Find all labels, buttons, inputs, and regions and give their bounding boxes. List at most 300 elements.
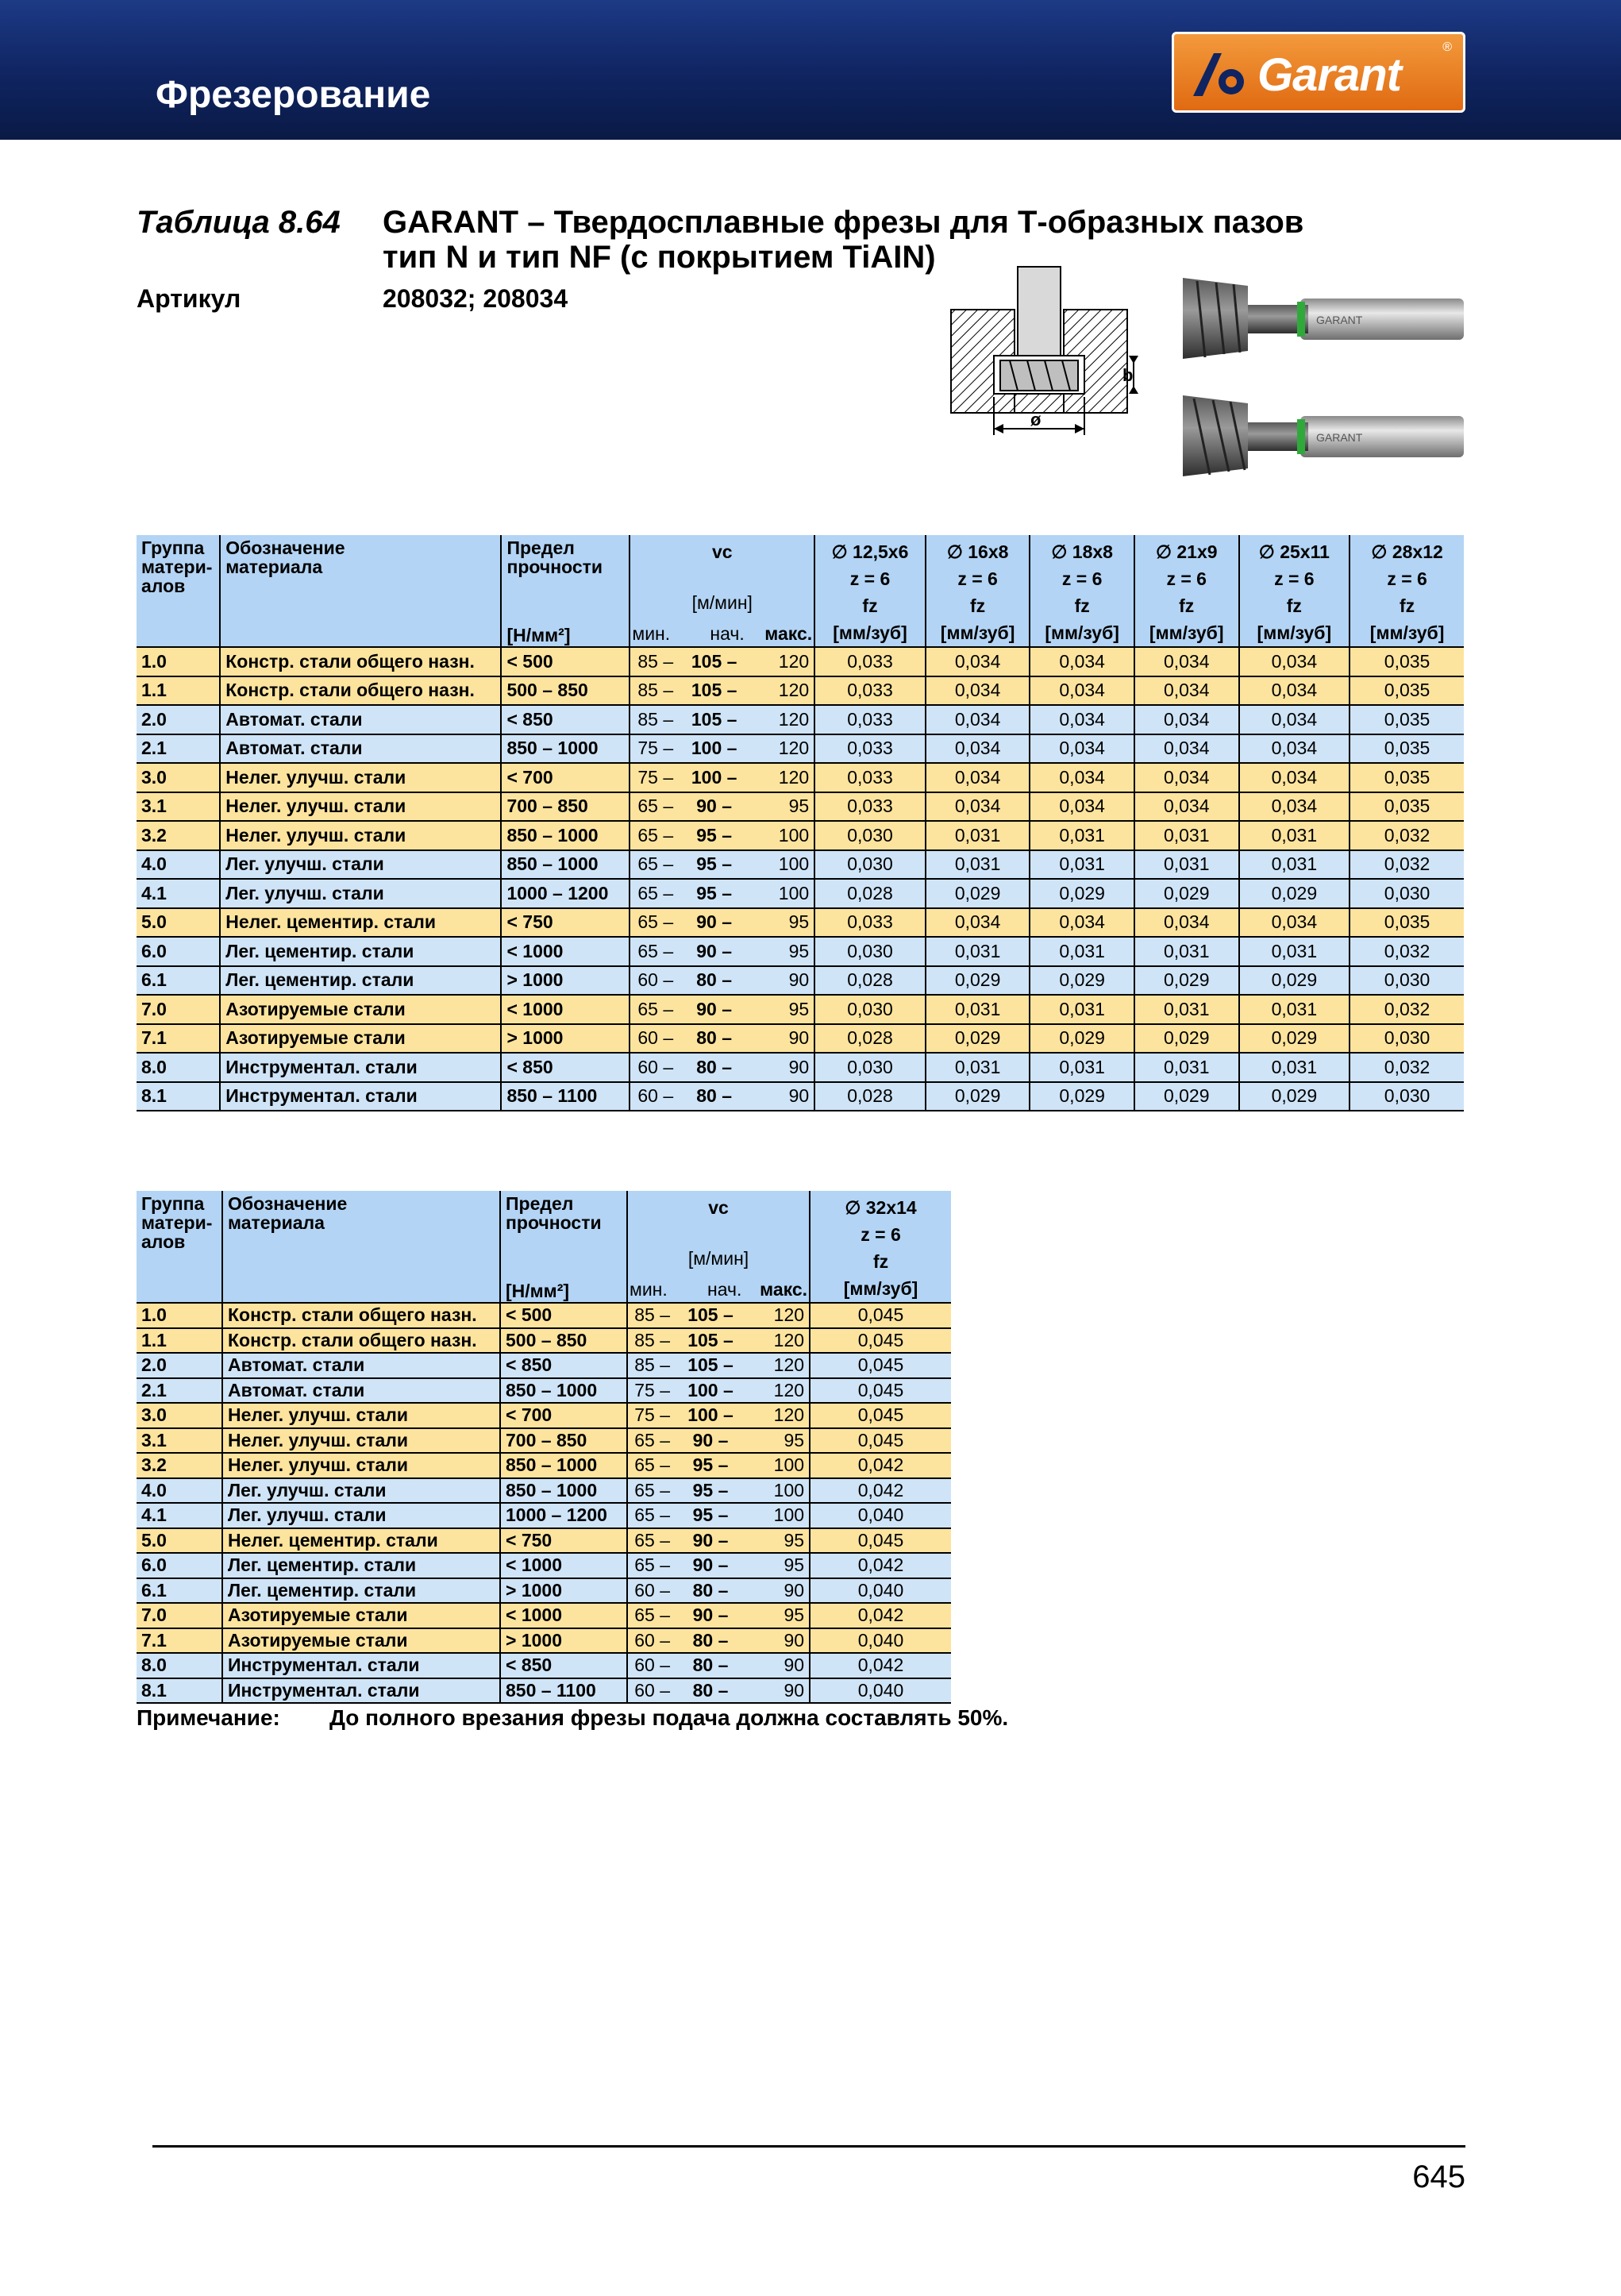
cell-fz: 0,040 <box>810 1678 951 1704</box>
table-row <box>137 1328 951 1354</box>
cell-group: 8.1 <box>137 1678 222 1704</box>
cell-vc-max: 120 <box>750 705 814 734</box>
cell-fz: 0,045 <box>810 1353 951 1378</box>
cell-fz: 0,034 <box>1239 647 1350 676</box>
cell-vc-min: 85 – <box>630 647 678 676</box>
cell-material: Лег. улучш. стали <box>220 879 501 908</box>
cell-fz: 0,034 <box>926 647 1030 676</box>
cell-material: Нелег. улучш. стали <box>222 1403 500 1428</box>
cell-fz: 0,045 <box>810 1428 951 1454</box>
cell-fz: 0,029 <box>1239 1024 1350 1054</box>
cell-fz: 0,040 <box>810 1578 951 1604</box>
cell-fz: 0,035 <box>1350 792 1464 822</box>
table-row <box>137 879 1464 908</box>
cell-vc-max: 95 <box>750 995 814 1024</box>
cell-fz: 0,031 <box>926 850 1030 880</box>
cell-vc-nom: 105 – <box>678 647 750 676</box>
cell-vc-nom: 90 – <box>675 1528 746 1554</box>
cell-fz: 0,032 <box>1350 850 1464 880</box>
cell-fz: 0,035 <box>1350 676 1464 706</box>
cell-fz: 0,029 <box>926 966 1030 996</box>
cell-material: Автомат. стали <box>222 1353 500 1378</box>
header-group: Группа матери- алов <box>137 535 220 647</box>
cell-group: 3.0 <box>137 763 220 792</box>
cell-fz: 0,045 <box>810 1303 951 1328</box>
cell-material: Лег. улучш. стали <box>222 1478 500 1504</box>
cell-fz: 0,034 <box>1239 792 1350 822</box>
table-row <box>137 734 1464 764</box>
table-row <box>137 792 1464 822</box>
tool-brand-label: GARANT <box>1316 431 1363 444</box>
cell-material: Азотируемые стали <box>220 1024 501 1054</box>
cell-fz: 0,034 <box>1134 647 1239 676</box>
cell-fz: 0,030 <box>1350 1024 1464 1054</box>
cell-material: Азотируемые стали <box>222 1603 500 1628</box>
table-row <box>137 763 1464 792</box>
cell-vc-nom: 80 – <box>678 966 750 996</box>
cell-fz: 0,033 <box>814 676 926 706</box>
cell-vc-max: 95 <box>746 1528 810 1554</box>
page-header <box>0 0 1621 140</box>
header-size-5: ∅ 28x12 z = 6 fz [мм/зуб] <box>1350 535 1464 647</box>
cell-group: 8.0 <box>137 1653 222 1678</box>
cell-vc-min: 65 – <box>627 1453 675 1478</box>
cell-fz: 0,031 <box>1030 937 1134 966</box>
cell-vc-max: 100 <box>750 879 814 908</box>
cell-vc-min: 60 – <box>627 1578 675 1604</box>
cell-fz: 0,033 <box>814 734 926 764</box>
cell-fz: 0,034 <box>1239 734 1350 764</box>
cell-fz: 0,045 <box>810 1378 951 1404</box>
cell-group: 7.0 <box>137 1603 222 1628</box>
article-label: Артикул <box>137 284 241 313</box>
header-strength: Предел прочности [Н/мм²] <box>500 1191 627 1303</box>
cell-fz: 0,034 <box>926 705 1030 734</box>
cell-strength: < 850 <box>501 705 630 734</box>
table-row <box>137 937 1464 966</box>
t-slot-cutter-photo-nf <box>1181 392 1467 480</box>
cell-strength: 700 – 850 <box>501 792 630 822</box>
cell-strength: > 1000 <box>500 1578 627 1604</box>
note-label: Примечание: <box>137 1705 280 1730</box>
table-row <box>137 705 1464 734</box>
cell-vc-max: 90 <box>746 1628 810 1654</box>
cell-vc-min: 85 – <box>627 1303 675 1328</box>
cell-vc-nom: 90 – <box>678 908 750 938</box>
cell-vc-nom: 80 – <box>675 1628 746 1654</box>
cell-vc-nom: 95 – <box>675 1503 746 1528</box>
cell-fz: 0,032 <box>1350 937 1464 966</box>
cell-vc-nom: 80 – <box>675 1678 746 1704</box>
cell-group: 8.0 <box>137 1053 220 1082</box>
cell-fz: 0,034 <box>1030 705 1134 734</box>
cell-group: 1.0 <box>137 1303 222 1328</box>
header-material: Обозначение материала <box>222 1191 500 1303</box>
cell-group: 4.1 <box>137 879 220 908</box>
table-row <box>137 1503 951 1528</box>
cell-fz: 0,035 <box>1350 705 1464 734</box>
cell-vc-max: 120 <box>750 763 814 792</box>
cell-strength: < 700 <box>500 1403 627 1428</box>
cell-material: Лег. цементир. стали <box>222 1553 500 1578</box>
cell-vc-nom: 80 – <box>678 1082 750 1111</box>
cell-vc-min: 75 – <box>627 1378 675 1404</box>
cell-fz: 0,034 <box>1030 734 1134 764</box>
cell-vc-max: 120 <box>750 676 814 706</box>
cell-vc-nom: 90 – <box>678 792 750 822</box>
table-number: Таблица 8.64 <box>137 205 341 240</box>
cell-material: Лег. цементир. стали <box>222 1578 500 1604</box>
feed-table-32x14 <box>137 1191 951 1704</box>
table-row <box>137 1353 951 1378</box>
cell-fz: 0,034 <box>1030 676 1134 706</box>
cell-vc-nom: 95 – <box>678 821 750 850</box>
cell-fz: 0,032 <box>1350 995 1464 1024</box>
cell-vc-nom: 90 – <box>678 937 750 966</box>
cell-group: 6.0 <box>137 937 220 966</box>
section-title: Фрезерование <box>156 74 431 116</box>
cell-vc-min: 60 – <box>630 966 678 996</box>
cell-fz: 0,033 <box>814 647 926 676</box>
cell-group: 3.2 <box>137 821 220 850</box>
cell-group: 3.1 <box>137 792 220 822</box>
cell-vc-min: 75 – <box>630 763 678 792</box>
cell-vc-min: 65 – <box>630 821 678 850</box>
garant-logo <box>1172 32 1465 113</box>
cell-strength: < 750 <box>501 908 630 938</box>
cell-fz: 0,030 <box>814 821 926 850</box>
cell-fz: 0,030 <box>1350 879 1464 908</box>
cell-fz: 0,045 <box>810 1328 951 1354</box>
cell-material: Лег. улучш. стали <box>222 1503 500 1528</box>
cell-material: Лег. цементир. стали <box>220 966 501 996</box>
cell-vc-min: 60 – <box>627 1653 675 1678</box>
cell-vc-max: 100 <box>746 1503 810 1528</box>
cell-fz: 0,034 <box>1134 734 1239 764</box>
cell-fz: 0,029 <box>1239 966 1350 996</box>
cell-vc-max: 100 <box>750 850 814 880</box>
cell-fz: 0,029 <box>1030 1024 1134 1054</box>
cell-material: Нелег. улучш. стали <box>222 1428 500 1454</box>
table-row <box>137 1603 951 1628</box>
cell-strength: 500 – 850 <box>500 1328 627 1354</box>
cell-material: Азотируемые стали <box>220 995 501 1024</box>
cell-vc-max: 90 <box>746 1678 810 1704</box>
table-row <box>137 1303 951 1328</box>
cell-fz: 0,033 <box>814 763 926 792</box>
cell-fz: 0,042 <box>810 1553 951 1578</box>
cell-fz: 0,034 <box>1134 908 1239 938</box>
cell-strength: 850 – 1100 <box>500 1678 627 1704</box>
cell-strength: 850 – 1000 <box>501 734 630 764</box>
cell-fz: 0,034 <box>1134 792 1239 822</box>
tool-brand-label: GARANT <box>1316 314 1363 326</box>
cell-vc-nom: 105 – <box>675 1353 746 1378</box>
cell-group: 5.0 <box>137 1528 222 1554</box>
cell-vc-nom: 95 – <box>675 1478 746 1504</box>
table-row <box>137 1653 951 1678</box>
cell-vc-nom: 100 – <box>675 1378 746 1404</box>
t-slot-drawing <box>946 262 1153 453</box>
header-vc: vc [м/мин] мин. нач. макс. <box>627 1191 810 1303</box>
cell-vc-nom: 95 – <box>678 879 750 908</box>
cell-strength: 500 – 850 <box>501 676 630 706</box>
cell-fz: 0,033 <box>814 792 926 822</box>
header-vc: vc [м/мин] мин. нач. макс. <box>630 535 814 647</box>
cell-strength: < 850 <box>500 1653 627 1678</box>
cell-fz: 0,031 <box>1134 850 1239 880</box>
header-strength: Предел прочности [Н/мм²] <box>501 535 630 647</box>
cell-vc-min: 85 – <box>630 676 678 706</box>
cell-fz: 0,029 <box>1030 879 1134 908</box>
cell-fz: 0,029 <box>1134 966 1239 996</box>
cell-vc-max: 95 <box>750 937 814 966</box>
cell-vc-min: 85 – <box>630 705 678 734</box>
cell-vc-nom: 80 – <box>675 1578 746 1604</box>
cell-strength: < 850 <box>501 1053 630 1082</box>
table-row <box>137 1378 951 1404</box>
cell-group: 4.1 <box>137 1503 222 1528</box>
cell-fz: 0,034 <box>1134 763 1239 792</box>
cell-vc-nom: 95 – <box>675 1453 746 1478</box>
table-row <box>137 1053 1464 1082</box>
cell-material: Констр. стали общего назн. <box>220 647 501 676</box>
cell-strength: > 1000 <box>500 1628 627 1654</box>
cell-fz: 0,034 <box>1134 705 1239 734</box>
cell-group: 2.1 <box>137 1378 222 1404</box>
cell-fz: 0,035 <box>1350 763 1464 792</box>
cell-fz: 0,031 <box>1030 995 1134 1024</box>
cell-fz: 0,035 <box>1350 647 1464 676</box>
table-row <box>137 1403 951 1428</box>
garant-logo-mark-icon <box>1190 50 1253 99</box>
cell-fz: 0,040 <box>810 1503 951 1528</box>
cell-fz: 0,034 <box>1239 676 1350 706</box>
cell-vc-min: 65 – <box>630 850 678 880</box>
cell-material: Инструментал. стали <box>222 1653 500 1678</box>
cell-fz: 0,042 <box>810 1478 951 1504</box>
header-size-2: ∅ 18x8 z = 6 fz [мм/зуб] <box>1030 535 1134 647</box>
cell-fz: 0,040 <box>810 1628 951 1654</box>
header-material: Обозначение материала <box>220 535 501 647</box>
cell-vc-min: 75 – <box>627 1403 675 1428</box>
cell-vc-min: 60 – <box>630 1082 678 1111</box>
cell-fz: 0,033 <box>814 705 926 734</box>
cell-vc-min: 60 – <box>630 1024 678 1054</box>
cell-vc-max: 95 <box>746 1603 810 1628</box>
cell-fz: 0,045 <box>810 1528 951 1554</box>
cell-vc-max: 95 <box>746 1553 810 1578</box>
table-row <box>137 647 1464 676</box>
cell-material: Автомат. стали <box>220 705 501 734</box>
cell-vc-max: 90 <box>750 966 814 996</box>
cell-vc-nom: 90 – <box>678 995 750 1024</box>
cell-vc-nom: 90 – <box>675 1428 746 1454</box>
cell-vc-min: 65 – <box>627 1478 675 1504</box>
table-row <box>137 850 1464 880</box>
header-size-3: ∅ 21x9 z = 6 fz [мм/зуб] <box>1134 535 1239 647</box>
cell-vc-max: 90 <box>750 1024 814 1054</box>
cell-group: 1.0 <box>137 647 220 676</box>
cell-fz: 0,034 <box>926 763 1030 792</box>
cell-vc-max: 120 <box>746 1403 810 1428</box>
cell-material: Констр. стали общего назн. <box>220 676 501 706</box>
cell-material: Автомат. стали <box>222 1378 500 1404</box>
header-size-1: ∅ 16x8 z = 6 fz [мм/зуб] <box>926 535 1030 647</box>
cell-material: Лег. цементир. стали <box>220 937 501 966</box>
table-row <box>137 966 1464 996</box>
cell-strength: < 1000 <box>501 995 630 1024</box>
article-value: 208032; 208034 <box>383 284 568 313</box>
cell-fz: 0,030 <box>814 850 926 880</box>
cell-fz: 0,029 <box>926 1082 1030 1111</box>
cell-material: Автомат. стали <box>220 734 501 764</box>
cell-fz: 0,031 <box>1239 850 1350 880</box>
t-slot-cutter-photo-n <box>1181 275 1467 362</box>
cell-vc-nom: 90 – <box>675 1603 746 1628</box>
table-row <box>137 1553 951 1578</box>
cell-vc-min: 65 – <box>627 1603 675 1628</box>
cell-group: 6.1 <box>137 1578 222 1604</box>
cell-material: Азотируемые стали <box>222 1628 500 1654</box>
cell-material: Нелег. цементир. стали <box>220 908 501 938</box>
table-title-line1: GARANT – Твердосплавные фрезы для Т-образных пазов <box>383 205 1304 240</box>
cell-strength: 1000 – 1200 <box>500 1503 627 1528</box>
cell-fz: 0,029 <box>1239 879 1350 908</box>
cell-vc-min: 65 – <box>630 995 678 1024</box>
cell-vc-max: 120 <box>750 647 814 676</box>
cell-strength: < 1000 <box>500 1553 627 1578</box>
cell-group: 6.0 <box>137 1553 222 1578</box>
cell-group: 3.1 <box>137 1428 222 1454</box>
cell-fz: 0,035 <box>1350 734 1464 764</box>
cell-strength: 850 – 1000 <box>500 1478 627 1504</box>
cell-material: Лег. улучш. стали <box>220 850 501 880</box>
cell-fz: 0,028 <box>814 1024 926 1054</box>
cell-vc-min: 65 – <box>630 879 678 908</box>
cell-fz: 0,031 <box>1030 1053 1134 1082</box>
header-group: Группа матери- алов <box>137 1191 222 1303</box>
cell-vc-nom: 100 – <box>678 763 750 792</box>
cell-strength: > 1000 <box>501 1024 630 1054</box>
cell-strength: < 500 <box>500 1303 627 1328</box>
cell-vc-nom: 105 – <box>675 1303 746 1328</box>
cell-strength: < 850 <box>500 1353 627 1378</box>
cell-vc-min: 65 – <box>627 1528 675 1554</box>
cell-vc-nom: 100 – <box>675 1403 746 1428</box>
cell-vc-nom: 90 – <box>675 1553 746 1578</box>
cell-vc-nom: 105 – <box>678 676 750 706</box>
cell-fz: 0,031 <box>926 995 1030 1024</box>
cell-vc-nom: 105 – <box>678 705 750 734</box>
table-row <box>137 1578 951 1604</box>
cell-fz: 0,029 <box>1134 1082 1239 1111</box>
feed-table-main <box>137 535 1464 1111</box>
table-row <box>137 1478 951 1504</box>
cell-material: Нелег. улучш. стали <box>222 1453 500 1478</box>
table-row <box>137 908 1464 938</box>
cell-fz: 0,031 <box>1134 1053 1239 1082</box>
cell-fz: 0,028 <box>814 879 926 908</box>
cell-material: Нелег. улучш. стали <box>220 821 501 850</box>
cell-vc-max: 120 <box>750 734 814 764</box>
cell-vc-min: 85 – <box>627 1353 675 1378</box>
cell-fz: 0,031 <box>1134 821 1239 850</box>
cell-material: Констр. стали общего назн. <box>222 1328 500 1354</box>
page-number: 645 <box>1412 2159 1465 2194</box>
cell-vc-min: 65 – <box>627 1503 675 1528</box>
cell-fz: 0,030 <box>814 937 926 966</box>
cell-fz: 0,034 <box>1239 705 1350 734</box>
logo-registered-mark: ® <box>1442 40 1452 54</box>
cell-group: 4.0 <box>137 1478 222 1504</box>
cell-vc-min: 65 – <box>630 792 678 822</box>
table-row <box>137 1628 951 1654</box>
cell-fz: 0,029 <box>1030 966 1134 996</box>
cell-group: 3.0 <box>137 1403 222 1428</box>
cell-vc-max: 100 <box>746 1478 810 1504</box>
cell-fz: 0,034 <box>1134 676 1239 706</box>
cell-fz: 0,034 <box>1239 908 1350 938</box>
cell-strength: 700 – 850 <box>500 1428 627 1454</box>
table-row <box>137 1024 1464 1054</box>
cell-fz: 0,034 <box>1030 792 1134 822</box>
cell-vc-max: 95 <box>750 792 814 822</box>
cell-vc-nom: 95 – <box>678 850 750 880</box>
cell-material: Инструментал. стали <box>220 1082 501 1111</box>
cell-strength: 850 – 1000 <box>501 821 630 850</box>
cell-vc-min: 60 – <box>630 1053 678 1082</box>
cell-fz: 0,034 <box>1030 647 1134 676</box>
cell-group: 7.0 <box>137 995 220 1024</box>
dim-diameter-label: ø <box>1030 410 1042 430</box>
cell-fz: 0,031 <box>926 937 1030 966</box>
cell-fz: 0,034 <box>926 734 1030 764</box>
cell-fz: 0,034 <box>926 908 1030 938</box>
cell-vc-nom: 80 – <box>678 1024 750 1054</box>
dim-b-label: b <box>1122 365 1134 385</box>
cell-fz: 0,033 <box>814 908 926 938</box>
table-row <box>137 1528 951 1554</box>
cell-group: 2.0 <box>137 705 220 734</box>
cell-group: 1.1 <box>137 676 220 706</box>
cell-vc-min: 60 – <box>627 1628 675 1654</box>
cell-strength: < 1000 <box>500 1603 627 1628</box>
cell-fz: 0,029 <box>926 879 1030 908</box>
cell-fz: 0,034 <box>926 676 1030 706</box>
cell-fz: 0,031 <box>1030 821 1134 850</box>
cell-fz: 0,031 <box>1239 821 1350 850</box>
cell-vc-min: 65 – <box>630 908 678 938</box>
cell-group: 7.1 <box>137 1024 220 1054</box>
cell-group: 1.1 <box>137 1328 222 1354</box>
cell-vc-max: 90 <box>746 1578 810 1604</box>
cell-vc-max: 120 <box>746 1353 810 1378</box>
table-row <box>137 1678 951 1704</box>
cell-fz: 0,030 <box>1350 966 1464 996</box>
cell-fz: 0,045 <box>810 1403 951 1428</box>
cell-fz: 0,034 <box>1030 763 1134 792</box>
cell-group: 6.1 <box>137 966 220 996</box>
cell-group: 2.1 <box>137 734 220 764</box>
cell-vc-nom: 80 – <box>675 1653 746 1678</box>
cell-group: 8.1 <box>137 1082 220 1111</box>
cell-strength: 850 – 1000 <box>500 1378 627 1404</box>
cell-fz: 0,034 <box>926 792 1030 822</box>
cell-vc-nom: 100 – <box>678 734 750 764</box>
cell-strength: 850 – 1000 <box>500 1453 627 1478</box>
cell-vc-nom: 105 – <box>675 1328 746 1354</box>
